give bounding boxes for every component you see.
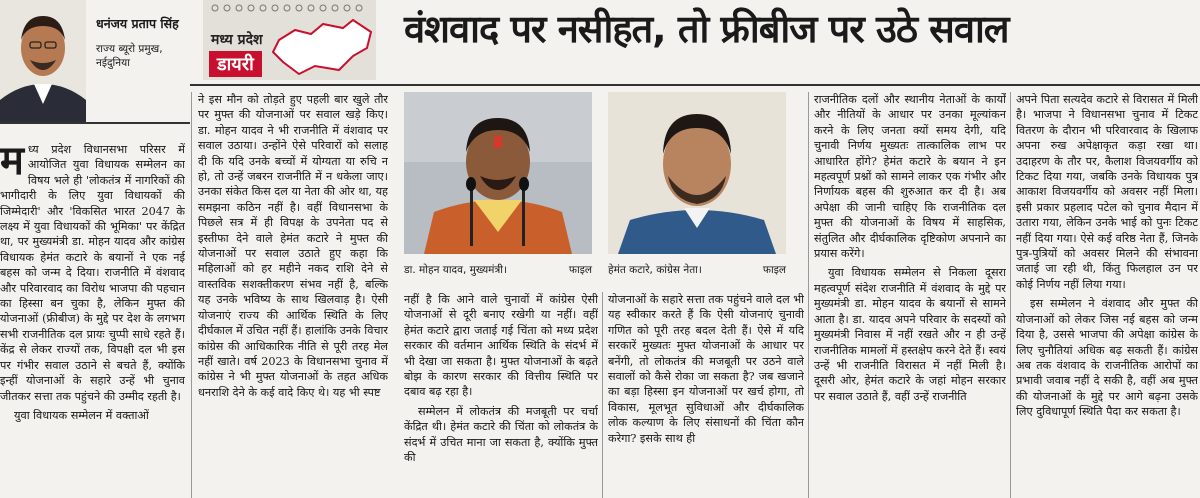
paragraph: अपने पिता सत्यदेव कटारे से विरासत में मिली है। भाजपा ने विधानसभा चुनाव में टिकट वितरण के दौरान भी परिवारवाद के खिलाफ अपना रुख अपेक्षाकृत कड़ा रखा था। उदाहरण के तौर पर, कैलाश विजयवर्गीय को टिकट दिया गया, जबकि उनके विधायक पुत्र आकाश विजयवर्गीय को अवसर नहीं मिला। इसी प्रकार प्रहलाद पटेल को चुनाव मैदान में उतारा गया, लेकिन उनके भाई को पुनः टिकट नहीं दिया गया। ऐसे कई वरिष्ठ नेता हैं, जिनके पुत्र-पुत्रियों को अवसर मिलने की संभावना जताई जा रही थी, किंतु फिलहाल उन पर कोई निर्णय नहीं लिया गया। <box>1016 93 1198 291</box>
column-divider <box>1010 92 1011 498</box>
article-column-2 <box>198 92 388 498</box>
drop-cap: म <box>0 142 24 184</box>
article-column-6 <box>1016 92 1198 498</box>
diary-badge <box>203 0 376 80</box>
chief-minister-photo-icon <box>404 92 592 254</box>
author-designation: राज्य ब्यूरो प्रमुख, <box>96 43 163 55</box>
diary-state-label: मध्य प्रदेश <box>211 32 263 48</box>
column-divider <box>808 92 809 498</box>
paragraph: ने इस मौन को तोड़ते हुए पहली बार खुले तौर पर मुफ्त की योजनाओं पर सवाल खड़े किए। डा. मोहन यादव ने भी राजनीति में वंशवाद पर सवाल उठाया। उन्होंने ऐसे परिवारों को सलाह दी कि यदि उनके बच्चों में योग्यता या रुचि न हो, तो उन्हें जबरन राजनीति में न धकेला जाए। उनका संकेत किस दल या नेता की ओर था, यह समझना कठिन नहीं है। वहीं विधानसभा के पिछले सत्र में ही विपक्ष के उपनेता पद से इस्तीफा देने वाले हेमंत कटारे ने मुफ्त की योजनाओं पर सवाल उठाते हुए कहा कि महिलाओं को हर महीने नकद राशि देने से वास्तविक सशक्तीकरण संभव नहीं है, बल्कि यह उनके भविष्य के साथ खिलवाड़ है। ऐसी योजनाएं राज्य की आर्थिक स्थिति के लिए दीर्घकाल में उचित नहीं हैं। हालांकि उनके विचार कांग्रेस की आधिकारिक नीति से पूरी तरह मेल नहीं खाते। वर्ष 2023 के विधानसभा चुनाव में कांग्रेस ने भी मुफ्त योजनाओं के तहत अधिक धनराशि देने के कई वादे किए थे। यह भी स्पष्ट <box>198 93 388 399</box>
article-column-1 <box>0 142 185 498</box>
paragraph: ध्य प्रदेश विधानसभा परिसर में आयोजित युवा विधायक सम्मेलन का विषय भले ही 'लोकतंत्र में नागरिकों की भागीदारी के लिए युवा विधायकों की जिम्मेदारी' और 'विकसित भारत 2047 के लक्ष्य में युवा विधायकों की भूमिका' पर केंद्रित था, पर मुख्यमंत्री डा. मोहन यादव और कांग्रेस विधायक हेमंत कटारे के बयानों ने एक नई बहस को जन्म दे दिया। राजनीति में वंशवाद और परिवारवाद का विरोध भाजपा की पहचान का हिस्सा बन चुका है, लेकिन मुफ्त की योजनाओं (फ्रीबीज) के मुद्दे पर देश के लगभग सभी राजनीतिक दल प्रायः चुप्पी साधे रहते हैं। केंद्र से लेकर राज्यों तक, विपक्षी दल भी इस पर गंभीर सवाल उठाने से बचते हैं, क्योंकि इन्हीं योजनाओं के सहारे उन्हें भी चुनाव जीतकर सत्ता तक पहुंचने की उम्मीद रहती है। <box>0 143 185 403</box>
author-portrait-icon <box>0 0 86 122</box>
paragraph: नहीं है कि आने वाले चुनावों में कांग्रेस ऐसी योजनाओं से दूरी बनाए रखेगी या नहीं। वहीं हेमंत कटारे द्वारा जताई गई चिंता को मध्य प्रदेश सरकार की वर्तमान आर्थिक स्थिति के संदर्भ में भी देखा जा सकता है। मुफ्त योजनाओं के बढ़ते बोझ के कारण सरकार की वित्तीय स्थिति पर दबाव बढ़ रहा है। <box>404 293 598 399</box>
photo-mohan-yadav <box>404 92 592 254</box>
caption-text: डा. मोहन यादव, मुख्यमंत्री। <box>404 264 507 276</box>
author-name: धनंजय प्रताप सिंह <box>96 16 179 31</box>
author-publication: नईदुनिया <box>96 57 130 69</box>
caption-credit: फाइल <box>762 264 786 276</box>
column-divider <box>602 292 603 498</box>
article-column-4 <box>608 292 804 498</box>
paragraph: सम्मेलन में लोकतंत्र की मजबूती पर चर्चा केंद्रित थी। हेमंत कटारे की चिंता को लोकतंत्र के संदर्भ में उचित माना जा सकता है, क्योंकि मुफ्त की <box>404 404 598 465</box>
caption-credit: फाइल <box>568 264 592 276</box>
headline: वंशवाद पर नसीहत, तो फ्रीबीज पर उठे सवाल <box>404 7 1009 51</box>
author-separator <box>0 122 190 124</box>
paragraph: राजनीतिक दलों और स्थानीय नेताओं के कार्यों और नीतियों के आधार पर उनका मूल्यांकन करने के लिए जनता क्यों समय देगी, यदि चुनावी निर्णय मुख्यतः तात्कालिक लाभ पर आधारित होंगे? हेमंत कटारे के बयान ने इन महत्वपूर्ण प्रश्नों को सामने लाकर एक गंभीर और निर्णायक बहस की शुरुआत कर दी है। अब अपेक्षा की जानी चाहिए कि राजनीतिक दल मुफ्त की योजनाओं के विषय में साहसिक, संतुलित और दीर्घकालिक दृष्टिकोण अपनाने का प्रयास करेंगे। <box>814 93 1006 261</box>
photo-caption-2 <box>608 263 786 277</box>
paragraph: इस सम्मेलन ने वंशवाद और मुफ्त की योजनाओं को लेकर जिस नई बहस को जन्म दिया है, उससे भाजपा की अपेक्षा कांग्रेस के लिए चुनौतियां अधिक बढ़ सकती हैं। कांग्रेस अब तक वंशवाद के राजनीतिक आरोपों का प्रभावी जवाब नहीं दे सकी है, वहीं अब मुफ्त की योजनाओं के मुद्दे पर आगे बढ़ना उसके लिए दुविधापूर्ण स्थिति पैदा कर सकता है। <box>1016 297 1198 419</box>
author-photo <box>0 0 86 122</box>
article-column-5 <box>814 92 1006 498</box>
congress-leader-photo-icon <box>608 92 786 254</box>
column-divider <box>191 92 192 498</box>
paragraph: योजनाओं के सहारे सत्ता तक पहुंचने वाले दल भी यह स्वीकार करते हैं कि ऐसी योजनाएं चुनावी गणित को पूरी तरह बदल देती हैं। ऐसे में यदि सरकारें मुख्यतः मुफ्त योजनाओं के आधार पर बनेंगी, तो लोकतंत्र की मजबूती पर उठने वाले सवालों को कैसे रोका जा सकता है? जब खजाने का बड़ा हिस्सा इन योजनाओं पर खर्च होगा, तो विकास, मूलभूत सुविधाओं और दीर्घकालिक लोक कल्याण के लिए संसाधनों की चिंता कौन करेगा? इसके साथ ही <box>608 293 804 445</box>
headline-rule <box>190 84 1200 86</box>
photo-hemant-katare <box>608 92 786 254</box>
article-column-3 <box>404 292 598 498</box>
caption-text: हेमंत कटारे, कांग्रेस नेता। <box>608 264 702 276</box>
paragraph: युवा विधायक सम्मेलन से निकला दूसरा महत्वपूर्ण संदेश राजनीति में वंशवाद के मुद्दे पर मुख्यमंत्री डा. मोहन यादव के बयानों से सामने आता है। डा. यादव अपने परिवार के सदस्यों को मुख्यमंत्री निवास में नहीं रखते और न ही उन्हें राजनीतिक मामलों में हस्तक्षेप करने देते हैं। स्वयं उन्हें भी राजनीति विरासत में नहीं मिली है। दूसरी ओर, हेमंत कटारे के जहां मोहन सरकार पर सवाल उठाते हैं, वहीं उन्हें राजनीति <box>814 266 1006 403</box>
diary-label: डायरी <box>209 51 262 77</box>
paragraph: युवा विधायक सम्मेलन में वक्ताओं <box>14 408 149 422</box>
photo-caption-1 <box>404 263 592 277</box>
